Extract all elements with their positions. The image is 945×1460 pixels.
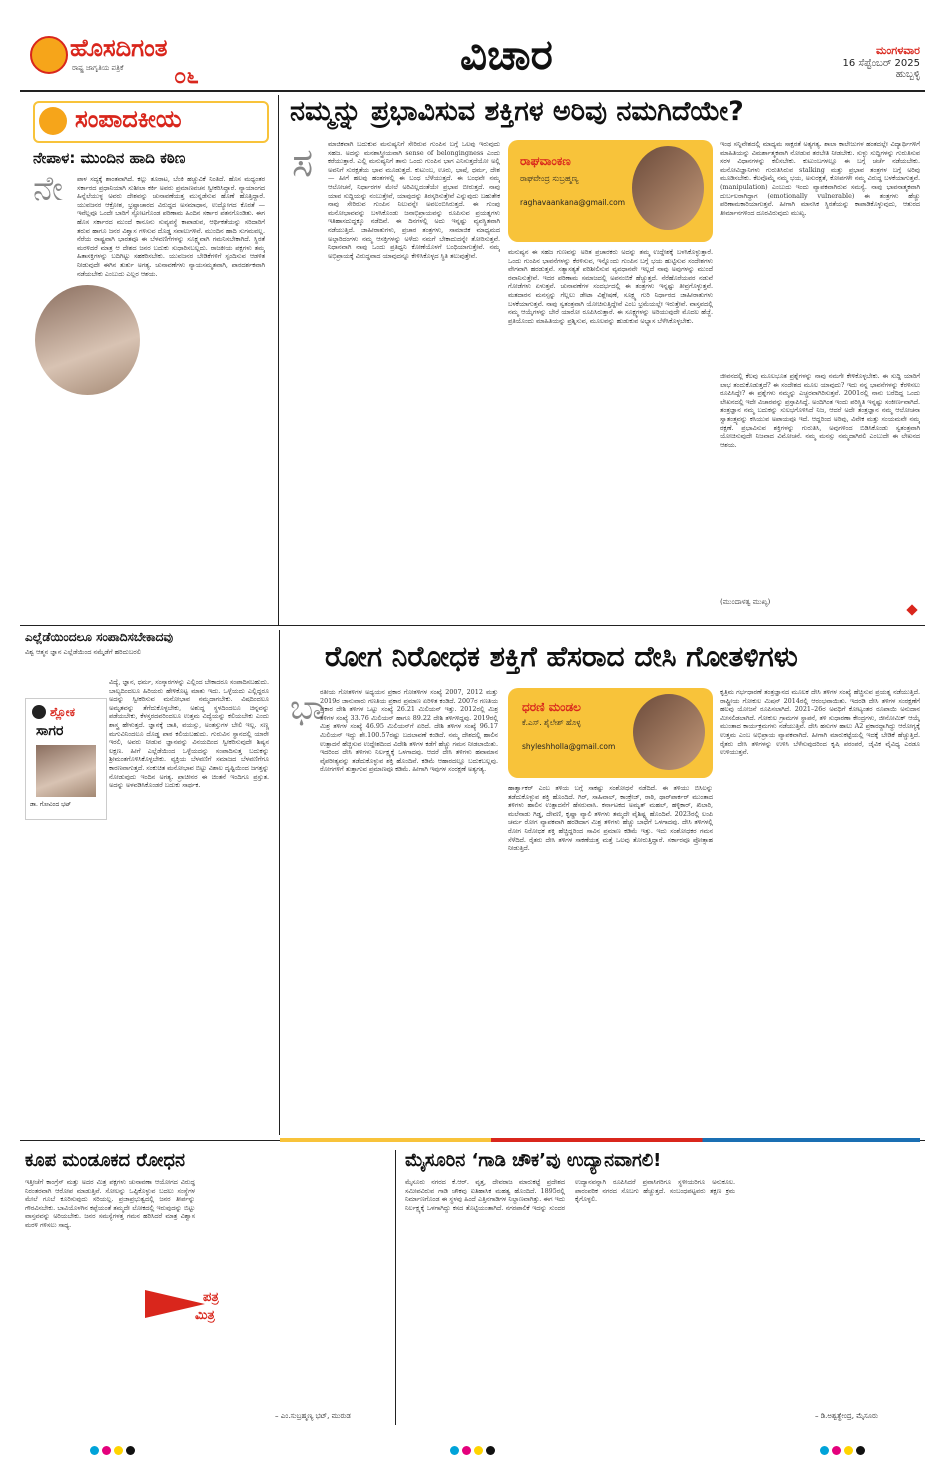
author-card-raghava: [508, 140, 713, 242]
health-col-3: ಕೃತ್ರಿಮ ಗರ್ಭಧಾರಣೆ ತಂತ್ರಜ್ಞಾನದ ಮೂಲಕ ದೇಸಿ ತಳಿಗಳ ಸಂಖ್ಯೆ ಹೆಚ್ಚಿಸುವ ಪ್ರಯತ್ನ ನಡೆಯುತ್ತಿದೆ. ರಾಷ್ಟ್ರೀಯ ಗೋಕುಲ ಮಿಷನ್ 2014ರಲ್ಲಿ ಆರಂಭವಾಯಿತು. ಇದರಡಿ ದೇಸಿ ತಳಿಗಳ ಸಂರಕ್ಷಣೆಗೆ ಹಲವು ಯೋಜನೆ ರೂಪಿಸಲಾಗಿದೆ. 2021–26ರ ಅವಧಿಗೆ ಕೋಟ್ಯಂತರ ರೂಪಾಯಿ ಅನುದಾನ ಮೀಸಲಿಡಲಾಗಿದೆ. ಗೋಕುಲ ಗ್ರಾಮಗಳ ಸ್ಥಾಪನೆ, ತಳಿ ಸುಧಾರಣಾ ಕೇಂದ್ರಗಳು, ಜೀನೋಮಿಕ್ ಆಯ್ಕೆ ಮುಂತಾದ ಕಾರ್ಯಕ್ರಮಗಳು ನಡೆಯುತ್ತಿವೆ. ದೇಸಿ ಹಸುಗಳ ಹಾಲು A2 ಪ್ರಕಾರದ್ದಾಗಿದ್ದು ಆರೋಗ್ಯಕ್ಕೆ ಉತ್ತಮ ಎಂಬ ಅಭಿಪ್ರಾಯ ವ್ಯಾಪಕವಾಗಿದೆ. ಹೀಗಾಗಿ ಮಾರುಕಟ್ಟೆಯಲ್ಲಿ ಇದಕ್ಕೆ ಬೇಡಿಕೆ ಹೆಚ್ಚುತ್ತಿದೆ. ರೈತರು ದೇಸಿ ತಳಿಗಳನ್ನು ಉಳಿಸಿ ಬೆಳೆಸುವುದರಿಂದ ಕೃಷಿ ಪರಂಪರೆ, ಜೈವಿಕ ವೈವಿಧ್ಯ ಎರಡೂ ಉಳಿಯುತ್ತವೆ.: [720, 688, 920, 757]
health-column-name: ಧರಣಿ ಮಂಡಲ: [522, 700, 581, 714]
editorial-box: [25, 95, 270, 615]
letter-1: [25, 1150, 390, 1425]
side-column: [25, 630, 273, 1135]
tag-line-1: ಶ್ಲೋಕ: [50, 705, 75, 719]
editorial-body: ಪಾಳ ಸದ್ಯಕ್ಕೆ ಶಾಂತವಾಗಿದೆ. ಕಲ್ಲು ತೂರಾಟ, ಬೆಂಕಿ ಹಚ್ಚುವಿಕೆ ನಿಂತಿದೆ. ಹೊಸ ಮಧ್ಯಂತರ ಸರ್ಕಾರದ ಪ್ರಧಾನಿಯಾಗಿ ಸುಶೀಲಾ ಕರ್ಕಿ ಅವರು ಪ್ರಮಾಣವಚನ ಸ್ವೀಕರಿಸಿದ್ದಾರೆ. ನ್ಯಾಯಾಂಗದ ಹಿನ್ನೆಲೆಯುಳ್ಳ ಅವರು ದೇಶವನ್ನು ಚುನಾವಣೆಯತ್ತ ಮುನ್ನಡೆಸುವ ಹೊಣೆ ಹೊತ್ತಿದ್ದಾರೆ. ಯುವಜನರ ಆಕ್ರೋಶ, ಭ್ರಷ್ಟಾಚಾರದ ವಿರುದ್ಧದ ಅಸಮಾಧಾನ, ಉದ್ಯೋಗದ ಕೊರತೆ — ಇವೆಲ್ಲವೂ ಒಂದೇ ಬಾರಿಗೆ ಸ್ಫೋಟಗೊಂಡ ಪರಿಣಾಮ ಹಿಂದಿನ ಸರ್ಕಾರ ಪತನಗೊಂಡಿತು. ಈಗ ಹೊಸ ಸರ್ಕಾರದ ಮುಂದೆ ಕಾನೂನು ಸುವ್ಯವಸ್ಥೆ ಕಾಪಾಡುವ, ಆರ್ಥಿಕತೆಯನ್ನು ಸರಿದಾರಿಗೆ ತರುವ ಹಾಗೂ ಜನರ ವಿಶ್ವಾಸ ಗಳಿಸುವ ದೊಡ್ಡ ಸವಾಲುಗಳಿವೆ. ಮುಂದಿನ ಹಾದಿ ಸುಗಮವಲ್ಲ. ನೆರೆಯ ರಾಷ್ಟ್ರವಾಗಿ ಭಾರತವೂ ಈ ಬೆಳವಣಿಗೆಗಳನ್ನು ಸೂಕ್ಷ್ಮವಾಗಿ ಗಮನಿಸಬೇಕಾಗಿದೆ. ಸ್ಥಿರತೆ ಮರಳಿದರೆ ಮಾತ್ರ ಆ ದೇಶದ ಜನರ ಬದುಕು ಸುಧಾರಿಸಬಲ್ಲದು. ರಾಜಕೀಯ ಪಕ್ಷಗಳು ತಮ್ಮ ಹಿತಾಸಕ್ತಿಗಳನ್ನು ಬದಿಗಿಟ್ಟು ಸಹಕರಿಸಬೇಕು. ಯುವಜನರ ಬೇಡಿಕೆಗಳಿಗೆ ಸ್ಪಂದಿಸುವ ಆಡಳಿತ ನೀಡುವುದೇ ಈಗಿನ ತುರ್ತು ಅಗತ್ಯ. ಚುನಾವಣೆಗಳು ನ್ಯಾಯಸಮ್ಮತವಾಗಿ, ಪಾರದರ್ಶಕವಾಗಿ ನಡೆಯಬೇಕು ಎಂಬುದು ಎಲ್ಲರ ಆಶಯ.: [77, 175, 265, 278]
editorial-tag-label: ಸಂಪಾದಕೀಯ: [75, 105, 182, 133]
date: 16 ಸೆಪ್ಟೆಂಬರ್ 2025: [842, 58, 920, 69]
letter-2-title: ಮೈಸೂರಿನ ‘ಗಾಡಿ ಚೌಕ’ವು ಉದ್ಯಾನವಾಗಲಿ!: [405, 1150, 662, 1171]
health-article-title: ರೋಗ ನಿರೋಧಕ ಶಕ್ತಿಗೆ ಹೆಸರಾದ ದೇಸಿ ಗೋತಳಿಗಳು: [325, 640, 798, 673]
side-divider: [279, 630, 280, 1135]
health-author-name: ಕೆ.ಎಸ್. ಶೈಲೇಶ್ ಹೊಳ್ಳ: [522, 718, 581, 727]
editorial-tag: [33, 101, 269, 143]
letter-2-body: ಮೈಸೂರು ನಗರದ ಕೆ.ಆರ್. ವೃತ್ತ, ದೇವರಾಜ ಮಾರುಕಟ್ಟೆ ಪ್ರದೇಶದ ಸಮೀಪವಿರುವ ಗಾಡಿ ಚೌಕವು ಐತಿಹಾಸಿಕ ಮಹತ್ವ ಹೊಂದಿದೆ. 1895ರಲ್ಲಿ ನಿರ್ಮಾಣಗೊಂಡ ಈ ಸ್ಥಳವು ಹಿಂದೆ ಎತ್ತಿನಗಾಡಿಗಳ ನಿಲ್ದಾಣವಾಗಿತ್ತು. ಈಗ ಇದು ನಿರ್ಲಕ್ಷ್ಯಕ್ಕೆ ಒಳಗಾಗಿದ್ದು ಕಸದ ತೊಟ್ಟಿಯಂತಾಗಿದೆ. ನಗರಪಾಲಿಕೆ ಇದನ್ನು ಸುಂದರ ಉದ್ಯಾನವನ್ನಾಗಿ ರೂಪಿಸಿದರೆ ಪ್ರವಾಸಿಗರಿಗೂ ಸ್ಥಳೀಯರಿಗೂ ಅನುಕೂಲ. ಪಾರಂಪರಿಕ ನಗರದ ಸೊಬಗು ಹೆಚ್ಚುತ್ತದೆ. ಸಂಬಂಧಪಟ್ಟವರು ತಕ್ಷಣ ಕ್ರಮ ಕೈಗೊಳ್ಳಲಿ.: [405, 1178, 735, 1212]
letter-2-signature: – ಡಿ.ಅಶ್ವತ್ಥೇಂದ್ರ, ಮೈಸೂರು: [815, 1412, 878, 1420]
page-logo-block: [30, 30, 235, 90]
section-color-bar: [280, 1138, 920, 1142]
author-email: raghavaankana@gmail.com: [520, 198, 626, 207]
author-card-shylesh: [508, 688, 713, 778]
registration-mark-icon: [90, 1440, 138, 1459]
side-column-subtitle: ವಿಶ್ವ ಆತ್ಮನ ಜ್ಞಾನ ಎಲ್ಲೆಡೆಯಿಂದ ನಮ್ಮೆಡೆಗೆ ಹರಿದುಬರಲಿ: [25, 648, 141, 656]
logo-subtitle: ರಾಷ್ಟ್ರ ಜಾಗೃತಿಯ ಪತ್ರಿಕೆ: [72, 64, 124, 72]
lead-footer-note: (ಮುಂದಾಳತ್ವ ಮುಖ್ಯ): [720, 598, 771, 606]
lead-col-1: ಮಾಜಿಕವಾಗಿ ಬದುಕುವ ಮನುಷ್ಯನಿಗೆ ಸೇರಿರುವ ಗುಂಪಿನ ಬಗ್ಗೆ ಒಲವು ಇರುವುದು ಸಹಜ. ಅದನ್ನು ಮನಶಾಸ್ತ್ರೀಯವಾಗಿ sense of belongingness ಎಂದು ಕರೆಯುತ್ತಾರೆ. ಎಲ್ಲಿ ಮನುಷ್ಯನಿಗೆ ತಾನು ಒಂದು ಗುಂಪಿನ ಭಾಗ ಎನಿಸುತ್ತದೆಯೋ ಅಲ್ಲಿ ಅವನಿಗೆ ಸುರಕ್ಷತೆಯ ಭಾವ ಮೂಡುತ್ತದೆ. ಕುಟುಂಬ, ಊರು, ಭಾಷೆ, ಧರ್ಮ, ದೇಶ — ಹೀಗೆ ಹಲವು ಹಂತಗಳಲ್ಲಿ ಈ ಬಂಧ ಬೆಳೆಯುತ್ತದೆ. ಈ ಬಂಧವೇ ನಮ್ಮ ಆಲೋಚನೆ, ನಿರ್ಧಾರಗಳ ಮೇಲೆ ಅರಿವಿಲ್ಲದಂತೆಯೇ ಪ್ರಭಾವ ಬೀರುತ್ತದೆ. ನಾವು ಯಾವ ಸುದ್ದಿಯನ್ನು ನಂಬುತ್ತೇವೆ, ಯಾವುದನ್ನು ತಿರಸ್ಕರಿಸುತ್ತೇವೆ ಎನ್ನುವುದು ಬಹುತೇಕ ನಾವು ಸೇರಿರುವ ಗುಂಪಿನ ನಿಲುವನ್ನೇ ಅವಲಂಬಿಸಿರುತ್ತದೆ. ಈ ಗುಂಪು ಮನೋಭಾವವನ್ನು ಬಳಸಿಕೊಂಡು ಜನಾಭಿಪ್ರಾಯವನ್ನು ರೂಪಿಸುವ ಪ್ರಯತ್ನಗಳು ಇತಿಹಾಸದುದ್ದಕ್ಕೂ ನಡೆದಿವೆ. ಈ ದಿನಗಳಲ್ಲಿ ಅದು ಇನ್ನಷ್ಟು ವ್ಯವಸ್ಥಿತವಾಗಿ ನಡೆಯುತ್ತಿದೆ. ಜಾಹೀರಾತುಗಳು, ಪ್ರಚಾರ ತಂತ್ರಗಳು, ಸಾಮಾಜಿಕ ಮಾಧ್ಯಮದ ಅಲ್ಗಾರಿದಂಗಳು ನಮ್ಮ ಆಸಕ್ತಿಗಳನ್ನು ಅಳೆದು ನಮಗೆ ಬೇಕಾದುದನ್ನೇ ತೋರಿಸುತ್ತವೆ. ನಿಧಾನವಾಗಿ ನಾವು ಒಂದು ಪ್ರತಿಧ್ವನಿ ಕೋಣೆಯೊಳಗೆ ಬಂಧಿಯಾಗುತ್ತೇವೆ. ನಮ್ಮ ಅಭಿಪ್ರಾಯಕ್ಕೆ ವಿರುದ್ಧವಾದ ಯಾವುದನ್ನೂ ಕೇಳಿಸಿಕೊಳ್ಳದ ಸ್ಥಿತಿ ತಲುಪುತ್ತೇವೆ.: [328, 140, 500, 260]
tag-line-2: ಸಾಗರ: [36, 723, 64, 739]
editorial-tag-emblem-icon: [39, 107, 67, 135]
section-title: ವಿಚಾರ: [460, 30, 553, 79]
health-col-1: ರತೀಯ ಗೋತಳಿಗಳ ಅಧ್ಯಯನ ಪ್ರಕಾರ ಗೋತಳಿಗಳ ಸಂಖ್ಯೆ 2007, 2012 ಮತ್ತು 2019ರ ಜಾನುವಾರು ಗಣತಿಯ ಪ್ರಕಾರ ಪ್ರಮಾಣ ಏರಿಳಿತ ಕಂಡಿದೆ. 2007ರ ಗಣತಿಯ ಪ್ರಕಾರ ದೇಶಿ ತಳಿಗಳ ಒಟ್ಟು ಸಂಖ್ಯೆ 26.21 ಮಿಲಿಯನ್ ಇತ್ತು. 2012ರಲ್ಲಿ ಮಿಶ್ರ ತಳಿಗಳ ಸಂಖ್ಯೆ 33.76 ಮಿಲಿಯನ್ ಹಾಗೂ 89.22 ದೇಶಿ ತಳಿಗಳಿದ್ದವು. 2019ರಲ್ಲಿ ಮಿಶ್ರ ತಳಿಗಳ ಸಂಖ್ಯೆ 46.95 ಮಿಲಿಯನ್‌ಗೆ ಏರಿದೆ. ದೇಶಿ ತಳಿಗಳ ಸಂಖ್ಯೆ 96.17 ಮಿಲಿಯನ್ ಇದ್ದು ಶೇ.100.57ರಷ್ಟು ಬದಲಾವಣೆ ಕಂಡಿದೆ. ನಮ್ಮ ದೇಶದಲ್ಲಿ ಹಾಲಿನ ಉತ್ಪಾದನೆ ಹೆಚ್ಚಿಸುವ ಉದ್ದೇಶದಿಂದ ವಿದೇಶಿ ತಳಿಗಳ ಕಡೆಗೆ ಹೆಚ್ಚು ಗಮನ ನೀಡಲಾಯಿತು. ಇದರಿಂದ ದೇಸಿ ತಳಿಗಳು ನಿರ್ಲಕ್ಷ್ಯಕ್ಕೆ ಒಳಗಾದವು. ಆದರೆ ದೇಸಿ ತಳಿಗಳು ಹವಾಮಾನ ವೈಪರೀತ್ಯವನ್ನು ತಡೆದುಕೊಳ್ಳುವ ಶಕ್ತಿ ಹೊಂದಿವೆ. ಕಡಿಮೆ ಆಹಾರದಲ್ಲೂ ಬದುಕಬಲ್ಲವು. ರೋಗಗಳಿಗೆ ತುತ್ತಾಗುವ ಪ್ರಮಾಣವೂ ಕಡಿಮೆ. ಹೀಗಾಗಿ ಇವುಗಳ ಸಂರಕ್ಷಣೆ ಅತ್ಯಗತ್ಯ.: [320, 688, 498, 774]
health-col-2: ಹಾರ್ತ್ವಾಕರ್ ಎಂಬ ತಳಿಯ ಬಗ್ಗೆ ಸಾಕಷ್ಟು ಸಂಶೋಧನೆ ನಡೆದಿದೆ. ಈ ತಳಿಯು ಬಿಸಿಲನ್ನು ತಡೆದುಕೊಳ್ಳುವ ಶಕ್ತಿ ಹೊಂದಿದೆ. ಗಿರ್, ಸಾಹಿವಾಲ್, ಕಾಂಕ್ರೇಜ್, ರಾಠಿ, ಥಾರ್‌ಪಾರ್ಕರ್ ಮುಂತಾದ ತಳಿಗಳು ಹಾಲಿನ ಉತ್ಪಾದನೆಗೆ ಹೆಸರುವಾಸಿ. ಕರ್ನಾಟಕದ ಅಮೃತ್ ಮಹಲ್, ಹಳ್ಳಿಕಾರ್, ಖಿಲಾರಿ, ಮಲೆನಾಡು ಗಿಡ್ಡ, ದೇವಣಿ, ಕೃಷ್ಣಾ ವ್ಯಾಲಿ ತಳಿಗಳು ತಮ್ಮದೇ ವೈಶಿಷ್ಟ್ಯ ಹೊಂದಿವೆ. 2023ರಲ್ಲಿ ಲಂಪಿ ಚರ್ಮ ರೋಗ ವ್ಯಾಪಕವಾಗಿ ಹರಡಿದಾಗ ಮಿಶ್ರ ತಳಿಗಳು ಹೆಚ್ಚು ಬಾಧೆಗೆ ಒಳಗಾದವು. ದೇಸಿ ತಳಿಗಳಲ್ಲಿ ರೋಗ ನಿರೋಧಕ ಶಕ್ತಿ ಹೆಚ್ಚಿದ್ದರಿಂದ ಸಾವಿನ ಪ್ರಮಾಣ ಕಡಿಮೆ ಇತ್ತು. ಇದು ಸಂಶೋಧಕರ ಗಮನ ಸೆಳೆದಿದೆ. ರೈತರು ದೇಸಿ ತಳಿಗಳ ಸಾಕಣೆಯತ್ತ ಮತ್ತೆ ಒಲವು ತೋರುತ್ತಿದ್ದಾರೆ. ಸರ್ಕಾರವೂ ಪ್ರೋತ್ಸಾಹ ನೀಡುತ್ತಿದೆ.: [508, 784, 713, 853]
columnist-name: ಡಾ. ಗೋವಿಂದ ಭಟ್: [30, 801, 72, 808]
editorial-dropcap: ನೇ: [33, 169, 64, 209]
logo-emblem-icon: [30, 36, 68, 74]
city: ಹುಬ್ಬಳ್ಳಿ: [895, 69, 920, 80]
page-number: ೦೬: [174, 64, 199, 89]
quill-icon: [32, 705, 46, 719]
registration-mark-icon: [820, 1440, 868, 1459]
columnist-photo: [36, 745, 96, 797]
letters-divider: [395, 1150, 396, 1425]
shloka-sagara-tag: [25, 698, 107, 820]
lead-article-title: ನಮ್ಮನ್ನು ಪ್ರಭಾವಿಸುವ ಶಕ್ತಿಗಳ ಅರಿವು ನಮಗಿದೆಯೇ?: [290, 96, 744, 127]
mitra-label: ಮಿತ್ರ: [195, 1308, 215, 1323]
logo-text: ಹೊಸದಿಗಂತ: [70, 34, 168, 62]
health-dropcap: ಭಾ: [290, 688, 326, 728]
lead-col-3: ಇಂಥ ಸನ್ನಿವೇಶದಲ್ಲಿ ಮಾಧ್ಯಮ ಸಾಕ್ಷರತೆ ಅತ್ಯಗತ್ಯ. ಶಾಲಾ ಕಾಲೇಜುಗಳ ಹಂತದಲ್ಲೇ ವಿದ್ಯಾರ್ಥಿಗಳಿಗೆ ಮಾಹಿತಿಯನ್ನು ವಿಮರ್ಶಾತ್ಮಕವಾಗಿ ನೋಡುವ ತರಬೇತಿ ನೀಡಬೇಕು. ಸುಳ್ಳು ಸುದ್ದಿಗಳನ್ನು ಗುರುತಿಸುವ ಸರಳ ವಿಧಾನಗಳನ್ನು ಕಲಿಸಬೇಕು. ಕುಟುಂಬಗಳಲ್ಲೂ ಈ ಬಗ್ಗೆ ಚರ್ಚೆ ನಡೆಯಬೇಕು. ಮನೋವಿಜ್ಞಾನಿಗಳು ಗುರುತಿಸಿರುವ stalking ಮತ್ತು ಪ್ರಭಾವ ತಂತ್ರಗಳ ಬಗ್ಗೆ ಅರಿವು ಮೂಡಿಸಬೇಕು. ಕೆಲವೊಮ್ಮೆ ನಮ್ಮ ಭಯ, ಅಸುರಕ್ಷತೆ, ಕೋಪಗಳೇ ನಮ್ಮ ವಿರುದ್ಧ ಬಳಕೆಯಾಗುತ್ತವೆ. (manipulation) ಎಂಬುದು ಇಂದು ವ್ಯಾಪಕವಾಗಿರುವ ಸಮಸ್ಯೆ. ನಾವು ಭಾವನಾತ್ಮಕವಾಗಿ ದುರ್ಬಲರಾಗಿದ್ದಾಗ (emotionally vulnerable) ಈ ತಂತ್ರಗಳು ಹೆಚ್ಚು ಪರಿಣಾಮಕಾರಿಯಾಗುತ್ತವೆ. ಹೀಗಾಗಿ ಮಾನಸಿಕ ಸ್ಥಿರತೆಯನ್ನು ಕಾಪಾಡಿಕೊಳ್ಳುವುದು, ಆತುರದ ತೀರ್ಮಾನಗಳಿಂದ ದೂರವಿರುವುದು ಮುಖ್ಯ.: [720, 140, 920, 217]
masthead-rule: [20, 90, 925, 92]
side-column-body: ವಿದ್ಯೆ, ಜ್ಞಾನ, ಧರ್ಮ, ಸಂಸ್ಕಾರಗಳನ್ನು ಎಲ್ಲಿಂದ ಬೇಕಾದರೂ ಸಂಪಾದಿಸಬಹುದು. ಬಾಲ್ಯದಿಂದಲೂ ಹಿರಿಯರು ಹೇಳಿಕೊಟ್ಟ ಮಾತು ಇದು. ಒಳ್ಳೆಯದು ಎಲ್ಲಿದ್ದರೂ ಅದನ್ನು ಸ್ವೀಕರಿಸುವ ಮನೋಭಾವ ನಮ್ಮದಾಗಬೇಕು. ವಿಷದಿಂದಲೂ ಅಮೃತವನ್ನು ತೆಗೆದುಕೊಳ್ಳಬೇಕು, ಅಶುದ್ಧ ಸ್ಥಳದಿಂದಲೂ ಚಿನ್ನವನ್ನು ಪಡೆಯಬೇಕು, ಕೆಳಸ್ತರದವರಿಂದಲೂ ಉತ್ತಮ ವಿದ್ಯೆಯನ್ನು ಕಲಿಯಬೇಕು ಎಂದು ಶಾಸ್ತ್ರ ಹೇಳುತ್ತದೆ. ಜ್ಞಾನಕ್ಕೆ ಜಾತಿ, ವಯಸ್ಸು, ಅಂತಸ್ತುಗಳ ಬೇಲಿ ಇಲ್ಲ. ಸಣ್ಣ ಮಗುವಿನಿಂದಲೂ ದೊಡ್ಡ ಪಾಠ ಕಲಿಯಬಹುದು. ಗುರುವಿನ ಸ್ಥಾನದಲ್ಲಿ ಯಾರೇ ಇರಲಿ, ಅವರು ನೀಡುವ ಜ್ಞಾನವನ್ನು ವಿನಯದಿಂದ ಸ್ವೀಕರಿಸುವುದೇ ಶಿಷ್ಯನ ಲಕ್ಷಣ. ಹೀಗೆ ಎಲ್ಲೆಡೆಯಿಂದ ಒಳ್ಳೆಯದನ್ನು ಸಂಪಾದಿಸುತ್ತ ಬದುಕನ್ನು ಶ್ರೀಮಂತಗೊಳಿಸಿಕೊಳ್ಳಬೇಕು. ವ್ಯಕ್ತಿಯ ಬೆಳವಣಿಗೆ ಸಮಾಜದ ಬೆಳವಣಿಗೆಗೂ ಕಾರಣವಾಗುತ್ತದೆ. ಸಂಕುಚಿತ ಮನೋಭಾವ ಬಿಟ್ಟು ವಿಶಾಲ ದೃಷ್ಟಿಯಿಂದ ಜಗತ್ತನ್ನು ನೋಡುವುದು ಇಂದಿನ ಅಗತ್ಯ. ಪ್ರಾಚೀನರ ಈ ಚಿಂತನೆ ಇಂದಿಗೂ ಪ್ರಸ್ತುತ. ಅದನ್ನು ಅಳವಡಿಸಿಕೊಂಡರೆ ಬದುಕು ಸಾರ್ಥಕ.: [109, 678, 269, 790]
dateline: [770, 44, 920, 80]
letter-1-body-continued: [203, 1178, 389, 1408]
end-mark-icon: [906, 604, 917, 615]
author-name: ರಾಘವೇಂದ್ರ ಸುಬ್ರಹ್ಮಣ್ಯ: [520, 174, 579, 183]
letter-1-signature: – ಎಂ.ಸುಬ್ರಹ್ಮಣ್ಯ ಭಟ್, ಮುರುಡ: [275, 1412, 351, 1420]
registration-mark-icon: [450, 1440, 498, 1459]
author-avatar: [632, 146, 704, 230]
letter-2: [405, 1150, 920, 1425]
day: ಮಂಗಳವಾರ: [875, 44, 920, 57]
health-author-avatar: [633, 694, 705, 770]
health-author-email: shyleshholla@gmail.com: [522, 742, 616, 751]
masthead: [0, 0, 945, 88]
lead-col-2: ಮನುಷ್ಯನ ಈ ಸಹಜ ಗುಣವನ್ನು ಅರಿತ ಪ್ರಚಾರಕರು ಅದನ್ನು ತಮ್ಮ ಉದ್ದೇಶಕ್ಕೆ ಬಳಸಿಕೊಳ್ಳುತ್ತಾರೆ. ಒಂದು ಗುಂಪಿನ ಭಾವನೆಗಳನ್ನು ಕೆರಳಿಸುವ, ಇನ್ನೊಂದು ಗುಂಪಿನ ಬಗ್ಗೆ ಭಯ ಹುಟ್ಟಿಸುವ ಸಂದೇಶಗಳು ವೇಗವಾಗಿ ಹರಡುತ್ತವೆ. ಸತ್ಯಾಸತ್ಯತೆ ಪರಿಶೀಲಿಸುವ ವ್ಯವಧಾನವೇ ಇಲ್ಲದೆ ನಾವು ಅವುಗಳನ್ನು ಮುಂದೆ ರವಾನಿಸುತ್ತೇವೆ. ಇದರ ಪರಿಣಾಮ ಸಮಾಜದಲ್ಲಿ ಅಪನಂಬಿಕೆ ಹೆಚ್ಚುತ್ತದೆ. ನೆರೆಹೊರೆಯವರ ನಡುವೆ ಗೋಡೆಗಳು ಏಳುತ್ತವೆ. ಚುನಾವಣೆಗಳ ಸಂದರ್ಭದಲ್ಲಿ ಈ ತಂತ್ರಗಳು ಇನ್ನಷ್ಟು ತೀವ್ರಗೊಳ್ಳುತ್ತವೆ. ಮತದಾರನ ಮನಸ್ಸನ್ನು ಗೆಲ್ಲಲು ಡೇಟಾ ವಿಶ್ಲೇಷಣೆ, ಸೂಕ್ಷ್ಮ ಗುರಿ ನಿರ್ಧಾರದ ಜಾಹೀರಾತುಗಳು ಬಳಕೆಯಾಗುತ್ತವೆ. ನಾವು ಸ್ವತಂತ್ರವಾಗಿ ಯೋಚಿಸುತ್ತಿದ್ದೇವೆ ಎಂಬ ಭ್ರಮೆಯಲ್ಲೇ ಇರುತ್ತೇವೆ. ವಾಸ್ತವದಲ್ಲಿ ನಮ್ಮ ಆಯ್ಕೆಗಳನ್ನು ಬೇರೆ ಯಾರೋ ರೂಪಿಸಿರುತ್ತಾರೆ. ಈ ಸೂಕ್ಷ್ಮಗಳನ್ನು ಅರಿಯುವುದೇ ಮೊದಲ ಹೆಜ್ಜೆ. ಪ್ರತಿಯೊಂದು ಮಾಹಿತಿಯನ್ನು ಪ್ರಶ್ನಿಸುವ, ಮೂಲವನ್ನು ಹುಡುಕುವ ಅಭ್ಯಾಸ ಬೆಳೆಸಿಕೊಳ್ಳಬೇಕು.: [508, 248, 713, 325]
editorial-divider: [278, 95, 279, 625]
column-name: ರಾಘವಾಂಕಣ: [520, 154, 571, 168]
top-section-rule: [20, 625, 925, 626]
editorial-title: ನೇಪಾಳ: ಮುಂದಿನ ಹಾದಿ ಕಠಿಣ: [33, 149, 186, 167]
patra-label: ಪತ್ರ: [203, 1290, 219, 1305]
letter-1-body: ಇತ್ತೀಚೆಗೆ ಕಾಂಗ್ರೆಸ್ ಮತ್ತು ಅದರ ಮಿತ್ರ ಪಕ್ಷಗಳು ಚುನಾವಣಾ ಆಯೋಗದ ವಿರುದ್ಧ ನಿರಂತರವಾಗಿ ಆರೋಪ ಮಾಡುತ್ತಿವೆ. ಸೋಲನ್ನು ಒಪ್ಪಿಕೊಳ್ಳುವ ಬದಲು ಸಂಸ್ಥೆಗಳ ಮೇಲೆ ಗೂಬೆ ಕೂರಿಸುವುದು ಸರಿಯಲ್ಲ. ಪ್ರಜಾಪ್ರಭುತ್ವದಲ್ಲಿ ಜನರ ತೀರ್ಪನ್ನು ಗೌರವಿಸಬೇಕು. ಬಾವಿಯೊಳಗಿನ ಕಪ್ಪೆಯಂತೆ ತಮ್ಮದೇ ಲೋಕದಲ್ಲಿ ಇರುವುದನ್ನು ಬಿಟ್ಟು ವಾಸ್ತವವನ್ನು ಅರಿಯಬೇಕು. ಜನರ ಸಮಸ್ಯೆಗಳತ್ತ ಗಮನ ಹರಿಸಿದರೆ ಮಾತ್ರ ವಿಶ್ವಾಸ ಮರಳಿ ಗಳಿಸಲು ಸಾಧ್ಯ.: [25, 1178, 195, 1229]
side-column-title: ಎಲ್ಲೆಡೆಯಿಂದಲೂ ಸಂಪಾದಿಸಬೇಕಾದವು: [25, 630, 174, 644]
lead-col-4: ಜೀವನದಲ್ಲಿ ಕೆಲವು ಮೂಲಭೂತ ಪ್ರಶ್ನೆಗಳನ್ನು ನಾವು ನಮಗೇ ಕೇಳಿಕೊಳ್ಳಬೇಕು. ಈ ಸುದ್ದಿ ಯಾರಿಗೆ ಲಾಭ ತಂದುಕೊಡುತ್ತದೆ? ಈ ಸಂದೇಶದ ಮೂಲ ಯಾವುದು? ಇದು ನನ್ನ ಭಾವನೆಗಳನ್ನು ಕೆರಳಿಸಲು ರೂಪಿಸಿದ್ದೇ? ಈ ಪ್ರಶ್ನೆಗಳು ನಮ್ಮನ್ನು ಎಚ್ಚರವಾಗಿರಿಸುತ್ತವೆ. 2001ರಲ್ಲಿ ನಾನು ಬರೆದಿದ್ದ ಒಂದು ಲೇಖನದಲ್ಲಿ ಇದೇ ವಿಚಾರವನ್ನು ಪ್ರಸ್ತಾಪಿಸಿದ್ದೆ. ಅಂದಿಗಿಂತ ಇಂದು ಪರಿಸ್ಥಿತಿ ಇನ್ನಷ್ಟು ಸಂಕೀರ್ಣವಾಗಿದೆ. ತಂತ್ರಜ್ಞಾನ ನಮ್ಮ ಬದುಕನ್ನು ಸುಲಭಗೊಳಿಸಿದೆ ನಿಜ, ಆದರೆ ಅದೇ ತಂತ್ರಜ್ಞಾನ ನಮ್ಮ ಆಲೋಚನಾ ಸ್ವಾತಂತ್ರ್ಯವನ್ನು ಕಸಿಯುವ ಅಪಾಯವೂ ಇದೆ. ಆದ್ದರಿಂದ ಅರಿವು, ವಿವೇಕ ಮತ್ತು ಸಂಯಮವೇ ನಮ್ಮ ರಕ್ಷಣೆ. ಪ್ರಭಾವಿಸುವ ಶಕ್ತಿಗಳನ್ನು ಗುರುತಿಸಿ, ಅವುಗಳಿಂದ ಬಿಡಿಸಿಕೊಂಡು ಸ್ವತಂತ್ರವಾಗಿ ಯೋಚಿಸುವುದೇ ನಿಜವಾದ ವಿಮೋಚನೆ. ನಮ್ಮ ಮನಸ್ಸು ನಮ್ಮದಾಗಿರಲಿ ಎಂಬುದೇ ಈ ಲೇಖನದ ಆಶಯ.: [720, 372, 920, 449]
letter-1-title: ಕೂಪ ಮಂಡೂಕದ ರೋಧನ: [25, 1150, 185, 1171]
lead-dropcap: ಸ: [292, 140, 314, 186]
